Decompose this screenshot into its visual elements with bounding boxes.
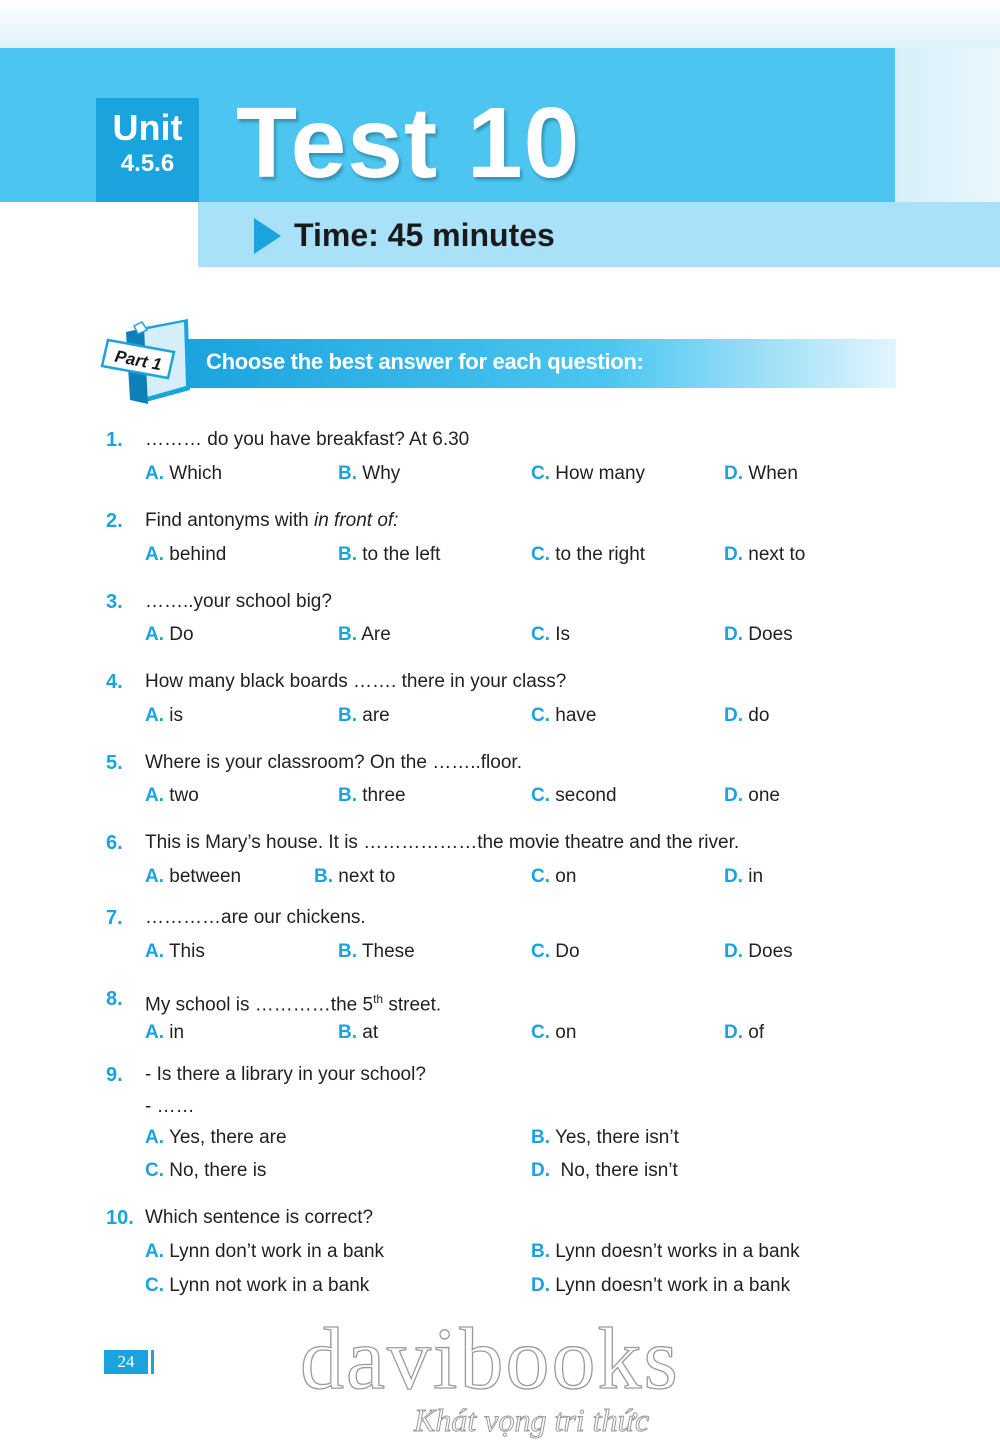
time-limit: Time: 45 minutes [294, 217, 555, 253]
option-c[interactable]: C. Is [531, 624, 571, 645]
option-b[interactable]: B. to the left [338, 544, 441, 565]
option-c[interactable]: C. to the right [531, 544, 646, 565]
page-number: 24 [104, 1350, 148, 1374]
option-c[interactable]: C. on [531, 866, 577, 887]
question-number: 6. [106, 832, 123, 854]
question-text: Which sentence is correct? [145, 1207, 374, 1228]
option-b[interactable]: B. are [338, 705, 390, 726]
option-a[interactable]: A. two [145, 785, 199, 806]
top-right-gradient [895, 48, 1000, 203]
question-number: 3. [106, 591, 123, 613]
question-text: - Is there a library in your school? [145, 1064, 426, 1085]
watermark-logo: davibooks [300, 1311, 680, 1408]
question-number: 2. [106, 510, 123, 532]
page-title: Test 10 [236, 87, 581, 199]
question-number: 10. [106, 1207, 134, 1229]
option-d[interactable]: D. of [724, 1022, 765, 1043]
part-instruction: Choose the best answer for each question: [206, 349, 644, 374]
question-text: …………are our chickens. [145, 907, 366, 928]
option-d[interactable]: D. next to [724, 544, 806, 565]
part-badge-label: Part 1 [113, 346, 164, 375]
unit-label: Unit [112, 107, 183, 148]
question-number: 4. [106, 671, 123, 693]
option-d[interactable]: D. Lynn doesn’t work in a bank [531, 1275, 791, 1296]
question-number: 1. [106, 429, 123, 451]
option-b[interactable]: B. Yes, there isn’t [531, 1127, 679, 1148]
option-d[interactable]: D. Does [724, 624, 793, 645]
option-a[interactable]: A. in [145, 1022, 185, 1043]
option-d[interactable]: D. do [724, 705, 770, 726]
option-c[interactable]: C. How many [531, 463, 646, 484]
option-c[interactable]: C. on [531, 1022, 577, 1043]
option-a[interactable]: A. This [145, 941, 205, 962]
option-d[interactable]: D. When [724, 463, 798, 484]
option-d[interactable]: D. No, there isn’t [531, 1160, 678, 1181]
option-a[interactable]: A. Do [145, 624, 194, 645]
question-text: ……… do you have breakfast? At 6.30 [145, 429, 470, 450]
unit-number: 4.5.6 [120, 150, 175, 177]
option-a[interactable]: A. is [145, 705, 184, 726]
option-c[interactable]: C. Do [531, 941, 580, 962]
option-a[interactable]: A. between [145, 866, 242, 887]
question-number: 8. [106, 988, 123, 1010]
option-d[interactable]: D. in [724, 866, 764, 887]
play-arrow-icon [254, 218, 281, 254]
question-response-blank: - …… [145, 1096, 195, 1117]
question-number: 9. [106, 1064, 123, 1086]
question-text: This is Mary’s house. It is ………………the movie theatre and the river. [145, 832, 740, 853]
option-a[interactable]: A. Which [145, 463, 223, 484]
question-text: ……..your school big? [145, 591, 332, 612]
question-text: How many black boards ……. there in your class? [145, 671, 567, 692]
part-instruction-bar [182, 339, 896, 388]
option-c[interactable]: C. Lynn not work in a bank [145, 1275, 370, 1296]
option-b[interactable]: B. Why [338, 463, 401, 484]
option-c[interactable]: C. No, there is [145, 1160, 267, 1181]
option-b[interactable]: B. Are [338, 624, 391, 645]
option-b[interactable]: B. These [338, 941, 415, 962]
page-number-divider [151, 1350, 154, 1374]
option-a[interactable]: A. behind [145, 544, 227, 565]
option-b[interactable]: B. three [338, 785, 406, 806]
option-c[interactable]: C. second [531, 785, 617, 806]
option-d[interactable]: D. one [724, 785, 780, 806]
book-icon [100, 316, 195, 406]
option-a[interactable]: A. Yes, there are [145, 1127, 287, 1148]
option-b[interactable]: B. next to [314, 866, 396, 887]
time-band [198, 202, 1000, 267]
option-b[interactable]: B. Lynn doesn’t works in a bank [531, 1241, 800, 1262]
question-number: 7. [106, 907, 123, 929]
watermark-tagline: Khát vọng tri thức [414, 1402, 650, 1438]
question-number: 5. [106, 752, 123, 774]
question-text: My school is …………the 5th street. [145, 992, 442, 1016]
option-c[interactable]: C. have [531, 705, 597, 726]
question-text: Where is your classroom? On the ……..floor. [145, 752, 522, 773]
question-text: Find antonyms with in front of: [145, 510, 399, 531]
option-d[interactable]: D. Does [724, 941, 793, 962]
option-a[interactable]: A. Lynn don’t work in a bank [145, 1241, 385, 1262]
option-b[interactable]: B. at [338, 1022, 379, 1043]
unit-badge [96, 98, 199, 202]
